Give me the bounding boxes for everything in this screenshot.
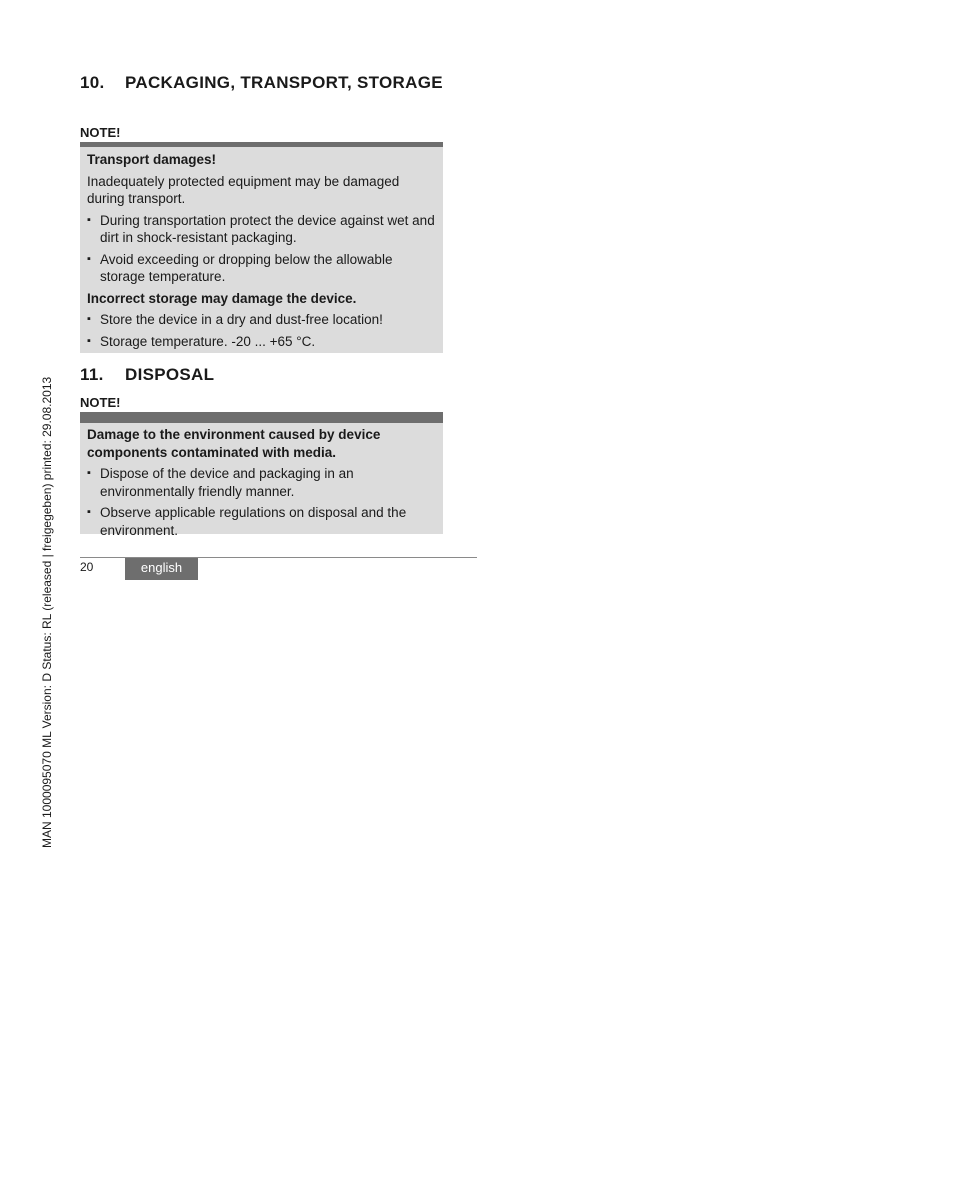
document-version-sidebar: MAN 1000095070 ML Version: D Status: RL (released | freigegeben) printed: 29.08.2013 (40, 376, 54, 848)
section-heading-packaging (80, 72, 445, 94)
section-number: 11. (80, 365, 104, 384)
list-item: ▪ Observe applicable regulations on disposal and the environment. (87, 504, 437, 539)
note-list (87, 212, 437, 286)
section-number: 10. (80, 73, 105, 92)
note-heading: Incorrect storage may damage the device. (87, 290, 357, 306)
note-heading: Damage to the environment caused by device components contaminated with media. (87, 427, 381, 460)
list-item: ▪ Store the device in a dry and dust-free location! (87, 311, 437, 329)
note-list (87, 465, 437, 539)
language-tab: english (125, 558, 198, 580)
note-box-disposal (80, 412, 443, 538)
list-item: ▪ During transportation protect the device against wet and dirt in shock-resistant packaging. (87, 212, 437, 247)
note-label: NOTE! (80, 125, 121, 140)
section-heading-disposal (80, 364, 445, 386)
list-item: ▪ Dispose of the device and packaging in an environmentally friendly manner. (87, 465, 437, 500)
list-item: ▪ Storage temperature. -20 ... +65 °C. (87, 333, 437, 351)
note-heading: Transport damages! (87, 152, 217, 167)
note-box-transport (80, 142, 443, 353)
list-item: ▪ Avoid exceeding or dropping below the allowable storage temperature. (87, 251, 437, 286)
note-paragraph: Inadequately protected equipment may be damaged during transport. (87, 173, 400, 206)
note-label: NOTE! (80, 395, 121, 410)
section-title: PACKAGING, TRANSPORT, STORAGE (125, 73, 443, 92)
section-title: DISPOSAL (125, 365, 215, 384)
page-number: 20 (80, 560, 94, 574)
note-list (87, 311, 437, 350)
